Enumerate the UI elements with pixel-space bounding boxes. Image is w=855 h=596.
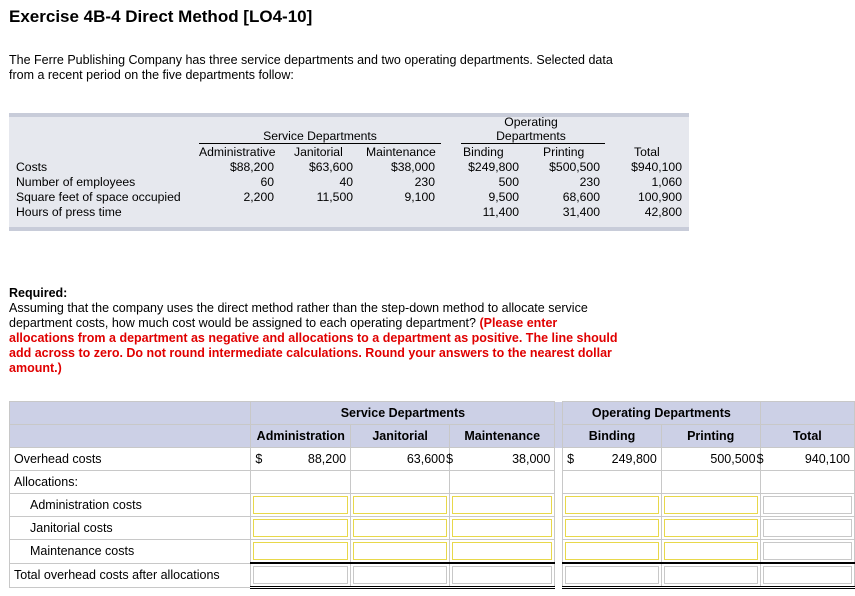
input-total-total[interactable] xyxy=(763,566,852,584)
cell-value: 500 xyxy=(498,175,519,189)
row-label-employees: Number of employees xyxy=(16,175,136,189)
cell-value: $63,600 xyxy=(308,160,353,174)
cell-value: 1,060 xyxy=(651,175,682,189)
column-separator xyxy=(555,448,563,471)
col-printing: Printing xyxy=(543,145,585,159)
header-blank xyxy=(10,425,251,448)
overhead-total: $ 940,100 xyxy=(760,448,854,471)
cell-value: 9,100 xyxy=(404,190,435,204)
allocation-label: Maintenance costs xyxy=(10,540,251,564)
overhead-maintenance: $ 38,000 xyxy=(450,448,555,471)
input-janitorial-total[interactable] xyxy=(763,519,852,537)
overhead-label: Overhead costs xyxy=(10,448,251,471)
cell-value: 230 xyxy=(579,175,600,189)
input-total-administration[interactable] xyxy=(253,566,348,584)
input-maintenance-binding[interactable] xyxy=(565,542,659,560)
row-label-costs: Costs xyxy=(16,160,48,174)
overhead-binding: $ 249,800 xyxy=(563,448,662,471)
input-admin-janitorial[interactable] xyxy=(353,496,447,514)
cell-value: $500,500 xyxy=(549,160,600,174)
col-total: Total xyxy=(634,145,660,159)
col-janitorial: Janitorial xyxy=(351,425,450,448)
required-label: Required: xyxy=(9,286,68,300)
input-total-maintenance[interactable] xyxy=(452,566,552,584)
intro-text: The Ferre Publishing Company has three service departments and two operating departments. Selected data from a recent period on the five departments follow: xyxy=(9,53,613,82)
total-row xyxy=(10,563,855,588)
column-separator xyxy=(555,425,563,448)
input-maintenance-printing[interactable] xyxy=(664,542,758,560)
total-label: Total overhead costs after allocations xyxy=(10,563,251,588)
allocation-label: Janitorial costs xyxy=(10,517,251,540)
input-janitorial-binding[interactable] xyxy=(565,519,659,537)
col-maintenance: Maintenance xyxy=(366,145,436,159)
allocation-row-administration xyxy=(10,494,855,517)
given-data-table xyxy=(9,113,689,231)
col-administration: Administration xyxy=(251,425,351,448)
input-admin-printing[interactable] xyxy=(664,496,758,514)
cell-value: 42,800 xyxy=(644,205,682,219)
input-janitorial-administration[interactable] xyxy=(253,519,348,537)
allocation-row-maintenance xyxy=(10,540,855,564)
input-total-printing[interactable] xyxy=(664,566,758,584)
required-section xyxy=(9,286,619,376)
cell-value: 11,400 xyxy=(482,205,519,219)
input-maintenance-janitorial[interactable] xyxy=(353,542,447,560)
cell-value: 68,600 xyxy=(562,190,600,204)
allocation-label: Administration costs xyxy=(10,494,251,517)
cell-value: 60 xyxy=(260,175,274,189)
table-bottom-bar xyxy=(9,227,689,231)
input-janitorial-janitorial[interactable] xyxy=(353,519,447,537)
row-label-press-hours: Hours of press time xyxy=(16,205,122,219)
col-binding: Binding xyxy=(563,425,662,448)
input-total-binding[interactable] xyxy=(565,566,659,584)
service-departments-header: Service Departments xyxy=(251,402,555,425)
cell-value: 40 xyxy=(339,175,353,189)
row-label-square-feet: Square feet of space occupied xyxy=(16,190,181,204)
input-total-janitorial[interactable] xyxy=(353,566,447,584)
operating-departments-header: Operating Departments xyxy=(563,402,760,425)
input-admin-binding[interactable] xyxy=(565,496,659,514)
overhead-row xyxy=(10,448,855,471)
service-group-underline xyxy=(199,143,441,144)
header-blank xyxy=(10,402,251,425)
overhead-administration: $ 88,200 xyxy=(251,448,351,471)
allocations-label: Allocations: xyxy=(10,471,251,494)
column-separator xyxy=(555,402,563,425)
overhead-printing: 500,500 xyxy=(661,448,760,471)
col-printing: Printing xyxy=(661,425,760,448)
cell-value: 9,500 xyxy=(488,190,519,204)
required-text: Assuming that the company uses the direct method rather than the step-down method to allocate service department costs, how much cost would be assigned to each operating department? xyxy=(9,301,588,330)
input-admin-total[interactable] xyxy=(763,496,852,514)
header-blank xyxy=(760,402,854,425)
col-administrative: Administrative xyxy=(199,145,276,159)
allocation-row-janitorial xyxy=(10,517,855,540)
operating-group-underline xyxy=(461,143,605,144)
col-binding: Binding xyxy=(463,145,504,159)
cell-value: 100,900 xyxy=(637,190,682,204)
cell-value: $249,800 xyxy=(468,160,519,174)
col-maintenance: Maintenance xyxy=(450,425,555,448)
input-admin-maintenance[interactable] xyxy=(452,496,552,514)
cell-value: 230 xyxy=(414,175,435,189)
operating-group-header-2: Departments xyxy=(496,129,566,143)
cell-value: 11,500 xyxy=(316,190,353,204)
cell-value: $38,000 xyxy=(390,160,435,174)
input-janitorial-printing[interactable] xyxy=(664,519,758,537)
cell-value: 31,400 xyxy=(562,205,600,219)
overhead-janitorial: 63,600 xyxy=(351,448,450,471)
cell-value: $88,200 xyxy=(229,160,274,174)
required-instructions: (Please enter allocations from a department as negative and allocations to a department as positive. The line should add across to zero. Do not round intermediate calculations. Round your answers to the nearest dollar amount.) xyxy=(9,316,618,375)
answer-table xyxy=(9,401,855,589)
operating-group-header-1: Operating xyxy=(504,115,558,129)
table-top-bar xyxy=(9,113,689,117)
cell-value: 2,200 xyxy=(243,190,274,204)
input-maintenance-administration[interactable] xyxy=(253,542,348,560)
cell-value: $940,100 xyxy=(631,160,682,174)
allocations-row xyxy=(10,471,855,494)
input-admin-administration[interactable] xyxy=(253,496,348,514)
input-janitorial-maintenance[interactable] xyxy=(452,519,552,537)
col-janitorial: Janitorial xyxy=(294,145,343,159)
input-maintenance-maintenance[interactable] xyxy=(452,542,552,560)
col-total: Total xyxy=(760,425,854,448)
exercise-title: Exercise 4B-4 Direct Method [LO4-10] xyxy=(9,7,313,26)
service-group-header: Service Departments xyxy=(263,129,377,143)
input-maintenance-total[interactable] xyxy=(763,542,852,560)
